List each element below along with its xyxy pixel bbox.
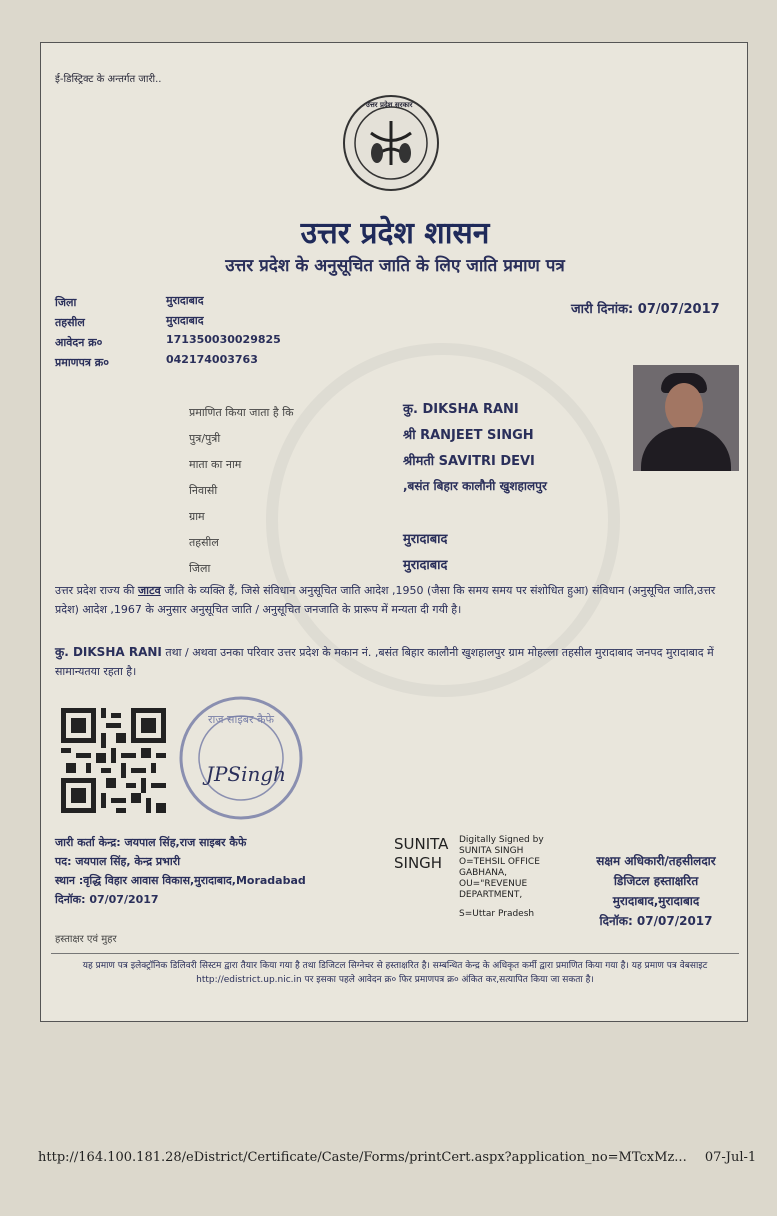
applicant-photo xyxy=(633,365,739,471)
authority-block xyxy=(571,851,741,931)
sig-line-2: SUNITA SINGH xyxy=(459,846,524,856)
sig-line-6: DEPARTMENT, xyxy=(459,890,523,900)
certified-label: प्रमाणित किया जाता है कि xyxy=(189,406,294,419)
residence-paragraph xyxy=(55,643,735,681)
certified-name: कु. DIKSHA RANI xyxy=(403,402,519,417)
authority-digital: डिजिटल हस्ताक्षरित xyxy=(613,874,699,888)
caste-name: जाटव xyxy=(138,584,161,597)
application-number: 171350030029825 xyxy=(166,333,281,346)
sig-line-3: O=TEHSIL OFFICE xyxy=(459,857,540,867)
sig-name-2: SINGH xyxy=(394,854,443,872)
emblem-text: उत्तर प्रदेश सरकार xyxy=(366,101,413,109)
certificate-number: 042174003763 xyxy=(166,353,258,366)
tehsil-row-value: मुरादाबाद xyxy=(403,532,448,547)
tehsil-row-label: तहसील xyxy=(189,536,219,549)
seal-text: राज साइबर कैफे xyxy=(208,713,274,726)
issuer-post: पद: जयपाल सिंह, केन्द्र प्रभारी xyxy=(55,855,181,868)
issuer-block xyxy=(55,833,306,909)
resident-address: ,बसंत बिहार कालौनी खुशहालपुर xyxy=(403,479,547,493)
issue-date xyxy=(571,299,720,317)
issuer-center: जारी कर्ता केन्द्र: जयपाल सिंह,राज साइबर कैफे xyxy=(55,836,247,849)
footer-note: यह प्रमाण पत्र इलेक्ट्रॉनिक डिलिवरी सिस्टम द्वारा तैयार किया गया है तथा डिजिटल सिग्नेचर से हस्ताक्षरित है। सम्बन्धित केन्द्र के अधिकृत कर्मी द्वारा प्रमाणित किया गया है। यह प्रमाण पत्र वेबसाइट http://edistrict.up.nic.in पर इसका पहले आवेदन क्र० फिर प्रमाणपत्र क्र० अंकित कर,सत्यापित किया जा सकता है। xyxy=(82,961,708,985)
district-row-value: मुरादाबाद xyxy=(403,558,448,573)
print-date: 07-Jul-1 xyxy=(704,1150,757,1165)
print-url: http://164.100.181.28/eDistrict/Certificate/Caste/Forms/printCert.aspx?application_no=MTcxMz... xyxy=(38,1150,687,1165)
issue-date-label: जारी दिनांक: xyxy=(571,302,634,317)
father-name: श्री RANJEET SINGH xyxy=(403,428,534,443)
application-label: आवेदन क्र० xyxy=(55,336,103,349)
cafe-seal-icon xyxy=(176,693,306,823)
footer-divider xyxy=(51,953,739,954)
residence-text: तथा / अथवा उनका परिवार उत्तर प्रदेश के मकान नं. ,बसंत बिहार कालौनी खुशहालपुर ग्राम मोहल्ला तहसील मुरादाबाद जनपद मुरादाबाद में सामान्यतया रहता है। xyxy=(55,646,714,678)
district-value: मुरादाबाद xyxy=(166,294,204,307)
issuer-date: दिनॉक: 07/07/2017 xyxy=(55,893,159,906)
certificate-label: प्रमाणपत्र क्र० xyxy=(55,356,109,369)
authority-title: सक्षम अधिकारी/तहसीलदार xyxy=(596,854,716,868)
mother-name: श्रीमती SAVITRI DEVI xyxy=(403,454,535,469)
qr-code xyxy=(61,708,166,813)
page-subtitle: उत्तर प्रदेश के अनुसूचित जाति के लिए जाति प्रमाण पत्र xyxy=(225,256,565,276)
certificate-page xyxy=(40,42,748,1022)
sign-seal-label: हस्ताक्षर एवं मुहर xyxy=(55,934,117,945)
sig-line-4: GABHANA, xyxy=(459,868,507,878)
header-note: ई-डिस्ट्रिक्ट के अन्तर्गत जारी.. xyxy=(55,74,162,85)
sig-line-5: OU="REVENUE xyxy=(459,879,528,889)
caste-paragraph xyxy=(55,581,735,619)
print-footer xyxy=(38,1150,756,1165)
digital-signature xyxy=(459,835,544,920)
residence-name: कु. DIKSHA RANI xyxy=(55,645,162,659)
sig-name-1: SUNITA xyxy=(394,835,449,853)
mother-label: माता का नाम xyxy=(189,458,242,471)
authority-place: मुरादाबाद,मुरादाबाद xyxy=(612,894,700,908)
district-row-label: जिला xyxy=(189,562,211,575)
digital-sig-name xyxy=(394,835,448,873)
caste-paragraph-a: उत्तर प्रदेश राज्य की xyxy=(55,584,135,597)
page-title: उत्तर प्रदेश शासन xyxy=(300,216,490,251)
caste-paragraph-b: जाति के व्यक्ति हैं, जिसे संविधान अनुसूचित जाति आदेश ,1950 (जैसा कि समय समय पर संशोधित हुआ) संविधान (अनुसूचित जाति,उत्तर प्रदेश) आदेश ,1967 के अनुसार अनुसूचित जाति / अनुसूचित जनजाति के प्रारूप में मन्यता दी गयी है। xyxy=(55,584,716,616)
issuer-place: स्थान :वृद्धि विहार आवास विकास,मुरादाबाद,Moradabad xyxy=(55,874,306,887)
tehsil-label: तहसील xyxy=(55,316,85,329)
signature: JPSingh xyxy=(205,762,287,786)
issue-date-value: 07/07/2017 xyxy=(637,302,720,317)
sig-line-7: S=Uttar Pradesh xyxy=(459,909,535,919)
village-label: ग्राम xyxy=(189,510,205,523)
tehsil-value: मुरादाबाद xyxy=(166,314,204,327)
authority-date: दिनॉक: 07/07/2017 xyxy=(599,914,713,928)
resident-label: निवासी xyxy=(189,484,218,497)
district-label: जिला xyxy=(55,296,77,309)
child-of-label: पुत्र/पुत्री xyxy=(189,432,221,445)
sig-line-1: Digitally Signed by xyxy=(459,835,544,845)
